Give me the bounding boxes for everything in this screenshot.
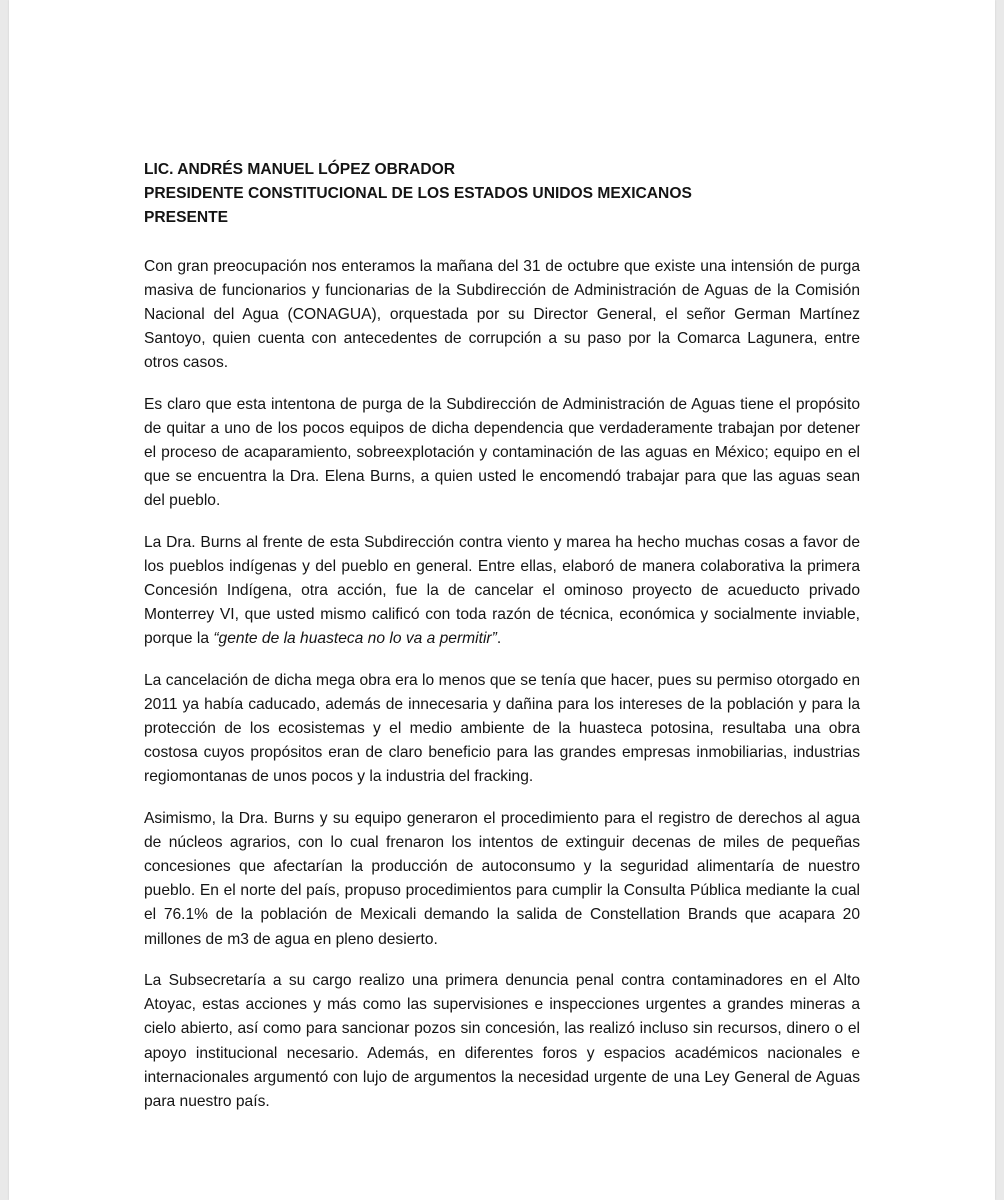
paragraph-4: La cancelación de dicha mega obra era lo menos que se tenía que hacer, pues su permiso otorgado en 2011 ya había caducado, además de innecesaria y dañina para los intereses de la población y para la protección de los ecosistemas y el medio ambiente de la huasteca potosina, resultaba una obra costosa cuyos propósitos eran de claro beneficio para las grandes empresas inmobiliarias, industrias regiomontanas de unos pocos y la industria del fracking. (144, 671, 860, 786)
paragraph-1: Con gran preocupación nos enteramos la mañana del 31 de octubre que existe una intensión de purga masiva de funcionarios y funcionarias de la Subdirección de Administración de Aguas de la Comisión Nacional del Agua (CONAGUA), orquestada por su Director General, el señor German Martínez Santoyo, quien cuenta con antecedentes de corrupción a su paso por la Comarca Lagunera, entre otros casos. (144, 257, 860, 372)
document-page (9, 0, 995, 1200)
paragraph-6: La Subsecretaría a su cargo realizo una primera denuncia penal contra contaminadores en el Alto Atoyac, estas acciones y más como las supervisiones e inspecciones urgentes a grandes mineras a cielo abierto, así como para sancionar pozos sin concesión, las realizó incluso sin recursos, dinero o el apoyo institucional necesario. Además, en diferentes foros y espacios académicos nacionales e internacionales argumentó con lujo de argumentos la necesidad urgente de una Ley General de Aguas para nuestro país. (144, 971, 860, 1110)
paragraph-3-end: . (496, 630, 502, 648)
salutation: PRESENTE (144, 209, 229, 227)
letter-header (144, 158, 860, 231)
paragraph-3-quote: “gente de la huasteca no lo va a permitir” (213, 630, 497, 648)
paragraph-3-text: La Dra. Burns al frente de esta Subdirección contra viento y marea ha hecho muchas cosas a favor de los pueblos indígenas y del pueblo en general. Entre ellas, elaboró de manera colaborativa la primera Concesión Indígena, otra acción, fue la de cancelar el ominoso proyecto de acueducto privado Monterrey VI, que usted mismo calificó con toda razón de técnica, económica y socialmente inviable, porque la (144, 533, 860, 648)
paragraph-5: Asimismo, la Dra. Burns y su equipo generaron el procedimiento para el registro de derechos al agua de núcleos agrarios, con lo cual frenaron los intentos de extinguir decenas de miles de pequeñas concesiones que afectarían la producción de autoconsumo y la seguridad alimentaría de nuestro pueblo. En el norte del país, propuso procedimientos para cumplir la Consulta Pública mediante la cual el 76.1% de la población de Mexicali demando la salida de Constellation Brands que acapara 20 millones de m3 de agua en pleno desierto. (144, 809, 860, 948)
paragraph-2: Es claro que esta intentona de purga de la Subdirección de Administración de Aguas tiene el propósito de quitar a uno de los pocos equipos de dicha dependencia que verdaderamente trabajan por detener el proceso de acaparamiento, sobreexplotación y contaminación de las aguas en México; equipo en el que se encuentra la Dra. Elena Burns, a quien usted le encomendó trabajar para que las aguas sean del pueblo. (144, 395, 860, 510)
letter-body (144, 158, 860, 1131)
recipient-title: PRESIDENTE CONSTITUCIONAL DE LOS ESTADOS UNIDOS MEXICANOS (144, 185, 692, 203)
recipient-name: LIC. ANDRÉS MANUEL LÓPEZ OBRADOR (144, 161, 456, 178)
paragraph-3 (144, 531, 860, 652)
